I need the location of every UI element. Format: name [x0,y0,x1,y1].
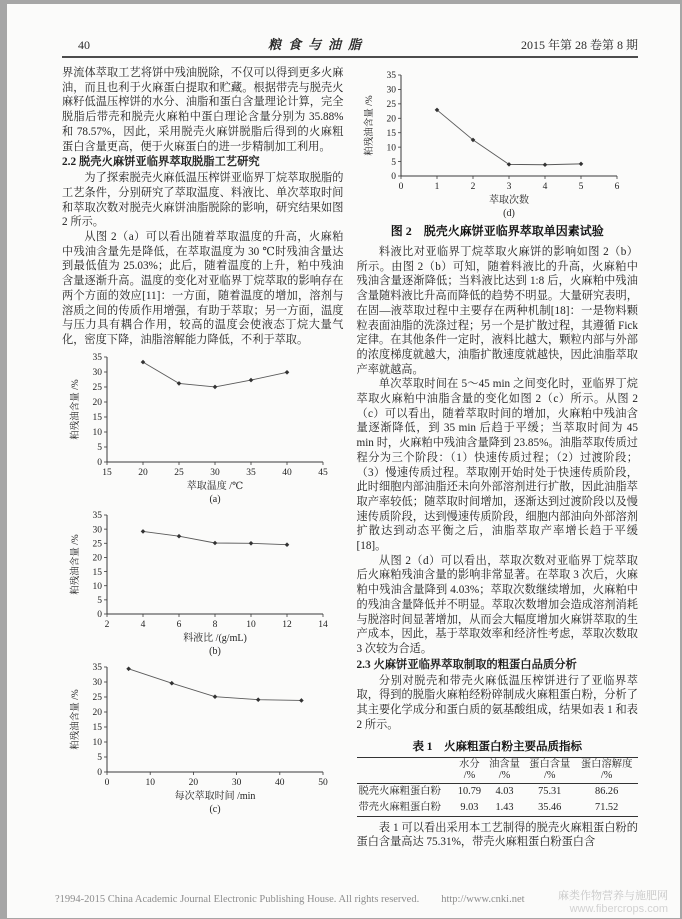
copyright-text: ?1994-2015 China Academic Journal Electronic Publishing House. All rights reserved. [55,894,420,905]
paragraph-cycles-discussion: 从图 2（d）可以看出，萃取次数对亚临界丁烷萃取后火麻粕残油含量的影响非常显著。在萃取 3 次后，火麻粕中残油含量降到 4.03%；萃取次数继续增加，火麻粕中的残油含量降低并不明显。萃取次数增加会造成溶剂消耗与脱溶时间显著增加，从而会大幅度增加火麻饼萃取的生产成本，因此，基于萃取效率和经济性考虑，萃取次数取 3 次较为合适。 [356,554,638,655]
svg-text:50: 50 [318,777,328,788]
svg-text:10: 10 [92,737,102,748]
svg-text:40: 40 [282,467,292,478]
cnki-url: http://www.cnki.net [441,894,525,905]
svg-text:每次萃取时间 /min: 每次萃取时间 /min [174,790,256,802]
svg-text:0: 0 [398,182,404,192]
svg-text:6: 6 [614,182,620,192]
table1-caption: 表 1 火麻粗蛋白粉主要品质指标 [412,740,583,753]
table1-corner-cell [357,757,455,783]
svg-text:萃取次数: 萃取次数 [489,195,530,206]
svg-text:0: 0 [104,777,110,788]
svg-text:6: 6 [176,619,182,630]
svg-text:(c): (c) [209,803,221,815]
svg-text:3: 3 [506,182,512,192]
svg-text:10: 10 [92,581,102,592]
svg-text:25: 25 [386,100,397,111]
svg-text:(a): (a) [209,493,221,505]
svg-text:30: 30 [210,467,220,478]
table-cell-value: 86.26 [595,785,619,797]
paragraph-22-temperature: 从图 2（a）可以看出随着萃取温度的升高，火麻粕中残油含量先是降低，在萃取温度为 30 ℃时残油含量达到最低值为 25.03%；此后，随着温度的上升，粕中残油含量逐渐升高。温度的变化对亚临界丁烷萃取的影响存在两个方面的效应[11]：一方面，随着温度的增加，溶剂与溶质之间的传质作用增强，有助于萃取；另一方面，温度与压力具有耦合作用，较高的温度会使液态丁烷大量气化，密度下降，油脂溶解能力降低，不利于萃取。 [62,231,344,346]
svg-text:15: 15 [92,567,102,578]
table-row [357,800,639,817]
svg-text:5: 5 [578,182,584,192]
svg-text:5: 5 [97,595,102,606]
svg-text:粕残油含量 /%: 粕残油含量 /% [70,378,81,440]
svg-text:8: 8 [212,619,218,630]
watermark-site-name: 麻类作物营养与施肥网 [558,890,668,902]
svg-text:20: 20 [386,114,397,125]
page-header [62,34,638,53]
svg-text:40: 40 [274,777,285,788]
svg-text:30: 30 [92,367,102,378]
svg-text:10: 10 [246,619,256,630]
svg-text:4: 4 [140,619,146,630]
svg-text:20: 20 [92,707,102,718]
svg-text:30: 30 [92,677,102,688]
svg-text:2: 2 [470,182,476,192]
svg-text:5: 5 [97,442,102,453]
svg-text:25: 25 [92,692,102,703]
svg-text:0: 0 [391,172,397,183]
table-cell-value: 10.79 [457,785,482,797]
svg-text:粕残油含量 /%: 粕残油含量 /% [365,95,376,156]
chart-extraction-temperature [67,350,339,506]
svg-text:0: 0 [97,457,102,468]
svg-text:粕残油含量 /%: 粕残油含量 /% [70,688,81,750]
svg-text:25: 25 [92,382,102,393]
paragraph-ratio-discussion: 料液比对亚临界丁烷萃取火麻饼的影响如图 2（b）所示。由图 2（b）可知，随着料液比的升高，火麻粕中残油含量逐渐降低；当料液比达到 1:8 后，火麻粕中残油含量随料液比升高而降低的趋势不明显。大量研究表明，在固—液萃取过程中主要存在两种机制[18]：一是物料颗粒表面油脂的洗涤过程；另一个是扩散过程，其遵循 Fick 定律。在其他条件一定时，液料比越大，颗粒内部与外部的浓度梯度就越大，油脂扩散速度就越快，因此油脂萃取产率就越高。 [356,246,638,376]
right-column [357,66,639,850]
svg-text:15: 15 [92,412,102,423]
svg-text:35: 35 [386,71,397,82]
svg-text:30: 30 [92,524,102,535]
svg-text:20: 20 [92,397,102,408]
svg-text:12: 12 [282,619,292,630]
watermark-site-url: www.fibercrops.com [569,903,668,915]
svg-text:30: 30 [386,85,397,96]
header-rule [62,56,638,58]
svg-text:35: 35 [92,662,102,673]
watermark [558,890,668,916]
chart-extraction-cycles [361,68,633,220]
svg-text:5: 5 [97,752,102,763]
svg-text:(d): (d) [503,208,516,219]
svg-text:20: 20 [138,467,148,478]
table1-column-header: 油含量 /% [485,757,524,783]
issue-info: 2015 年第 28 卷第 8 期 [520,38,638,52]
svg-text:粕残油含量 /%: 粕残油含量 /% [70,533,81,595]
svg-text:20: 20 [92,553,102,564]
section-heading-2-3: 2.3 火麻饼亚临界萃取制取的粗蛋白品质分析 [356,658,577,671]
table1-header-row [357,757,639,783]
chart-solid-liquid-ratio [67,508,339,658]
table-cell-value: 4.03 [495,785,514,797]
table1-column-header: 水分 /% [454,757,485,783]
table-cell-value: 9.03 [460,801,479,813]
table-row-label: 脱壳火麻粗蛋白粉 [358,785,441,797]
table-row [357,783,639,800]
svg-text:20: 20 [188,777,198,788]
paragraph-intro-continuation: 界流体萃取工艺将饼中残油脱除，不仅可以得到更多火麻油，而且也利于火麻蛋白提取和贮藏。根据带壳与脱壳火麻籽低温压榨饼的水分、油脂和蛋白含量理论计算，完全脱脂后带壳和脱壳火麻粕中蛋白理论含量分别为 35.88% 和 78.57%，因此，采用脱壳火麻饼脱脂后得到的火麻粗蛋白含量更高，便于火麻蛋白的进一步精制加工利用。 [62,67,344,153]
svg-text:4: 4 [542,182,548,192]
svg-text:萃取温度 /℃: 萃取温度 /℃ [186,480,243,492]
paragraph-22-conditions: 为了探索脱壳火麻低温压榨饼亚临界丁烷萃取脱脂的工艺条件，分别研究了萃取温度、料液比、单次萃取时间和萃取次数对脱壳火麻饼油脂脱除的影响，研究结果如图 2 所示。 [62,172,344,229]
footer-copyright [55,894,525,905]
section-heading-2-2: 2.2 脱壳火麻饼亚临界萃取脱脂工艺研究 [62,156,260,169]
svg-text:2: 2 [104,619,110,630]
svg-text:15: 15 [92,722,102,733]
table-cell-value: 75.31 [538,785,562,797]
paragraph-23-intro: 分别对脱壳和带壳火麻低温压榨饼进行了亚临界萃取，得到的脱脂火麻粕经粉碎制成火麻粗蛋白粉，分析了其主要化学成分和蛋白质的氨基酸组成，结果如表 1 和表 2 所示。 [356,674,638,731]
table-cell-value: 35.46 [538,801,562,813]
two-column-body [62,66,638,850]
svg-text:30: 30 [231,777,242,788]
table1-column-header: 蛋白溶解度 /% [575,757,638,783]
left-column [62,66,344,850]
svg-text:15: 15 [386,128,397,139]
figure2-caption: 图 2 脱壳火麻饼亚临界萃取单因素试验 [390,224,604,238]
paragraph-after-table: 表 1 可以看出采用本工艺制得的脱壳火麻粗蛋白粉的蛋白含量高达 75.31%，带壳火麻粗蛋白粉蛋白含 [356,821,638,849]
svg-text:料液比 /(g/mL): 料液比 /(g/mL) [182,632,247,644]
svg-text:10: 10 [386,143,397,154]
svg-text:10: 10 [92,427,102,438]
journal-page [7,4,680,918]
svg-text:14: 14 [318,619,328,630]
svg-text:25: 25 [92,539,102,550]
page-number: 40 [78,38,90,52]
svg-text:0: 0 [97,609,102,620]
chart-extraction-time [67,660,339,816]
table-row-label: 带壳火麻粗蛋白粉 [358,801,441,813]
svg-text:35: 35 [92,510,102,521]
svg-text:1: 1 [434,182,440,192]
table-cell-value: 71.52 [595,801,619,813]
svg-text:(b): (b) [208,645,221,657]
svg-text:35: 35 [92,352,102,363]
paragraph-time-discussion: 单次萃取时间在 5～45 min 之间变化时，亚临界丁烷萃取火麻粕中油脂含量的变化如图 2（c）所示。从图 2（c）可以看出，随着萃取时间的增加，火麻粕中残油含量逐渐降低，到 35 min 后趋于平缓；当萃取时间为 45 min 时，火麻粕中残油含量降到 23.85%。油脂萃取传质过程分为三个阶段：（1）快速传质过程；（2）过渡阶段；（3）慢速传质过程。萃取刚开始时处于快速传质阶段，此时细胞内部油脂还未向外部溶剂进行扩散，因此油脂萃取产率较低；随萃取时间增加，逐渐达到过渡阶段以及慢速传质阶段，达到慢速传质阶段，细胞内部油向外部溶剂扩散达到动态平衡之后，油脂萃取产率增长趋于平缓[18]。 [356,378,638,553]
table-cell-value: 1.43 [495,801,514,813]
table1-quality-indicators [357,757,639,817]
svg-text:10: 10 [145,777,155,788]
svg-text:0: 0 [97,767,102,778]
svg-text:15: 15 [102,467,112,478]
table1-column-header: 蛋白含量 /% [524,757,575,783]
svg-text:5: 5 [391,157,397,168]
journal-title: 粮食与油脂 [267,37,368,52]
svg-text:45: 45 [318,467,328,478]
svg-text:35: 35 [246,467,256,478]
svg-text:25: 25 [174,467,184,478]
